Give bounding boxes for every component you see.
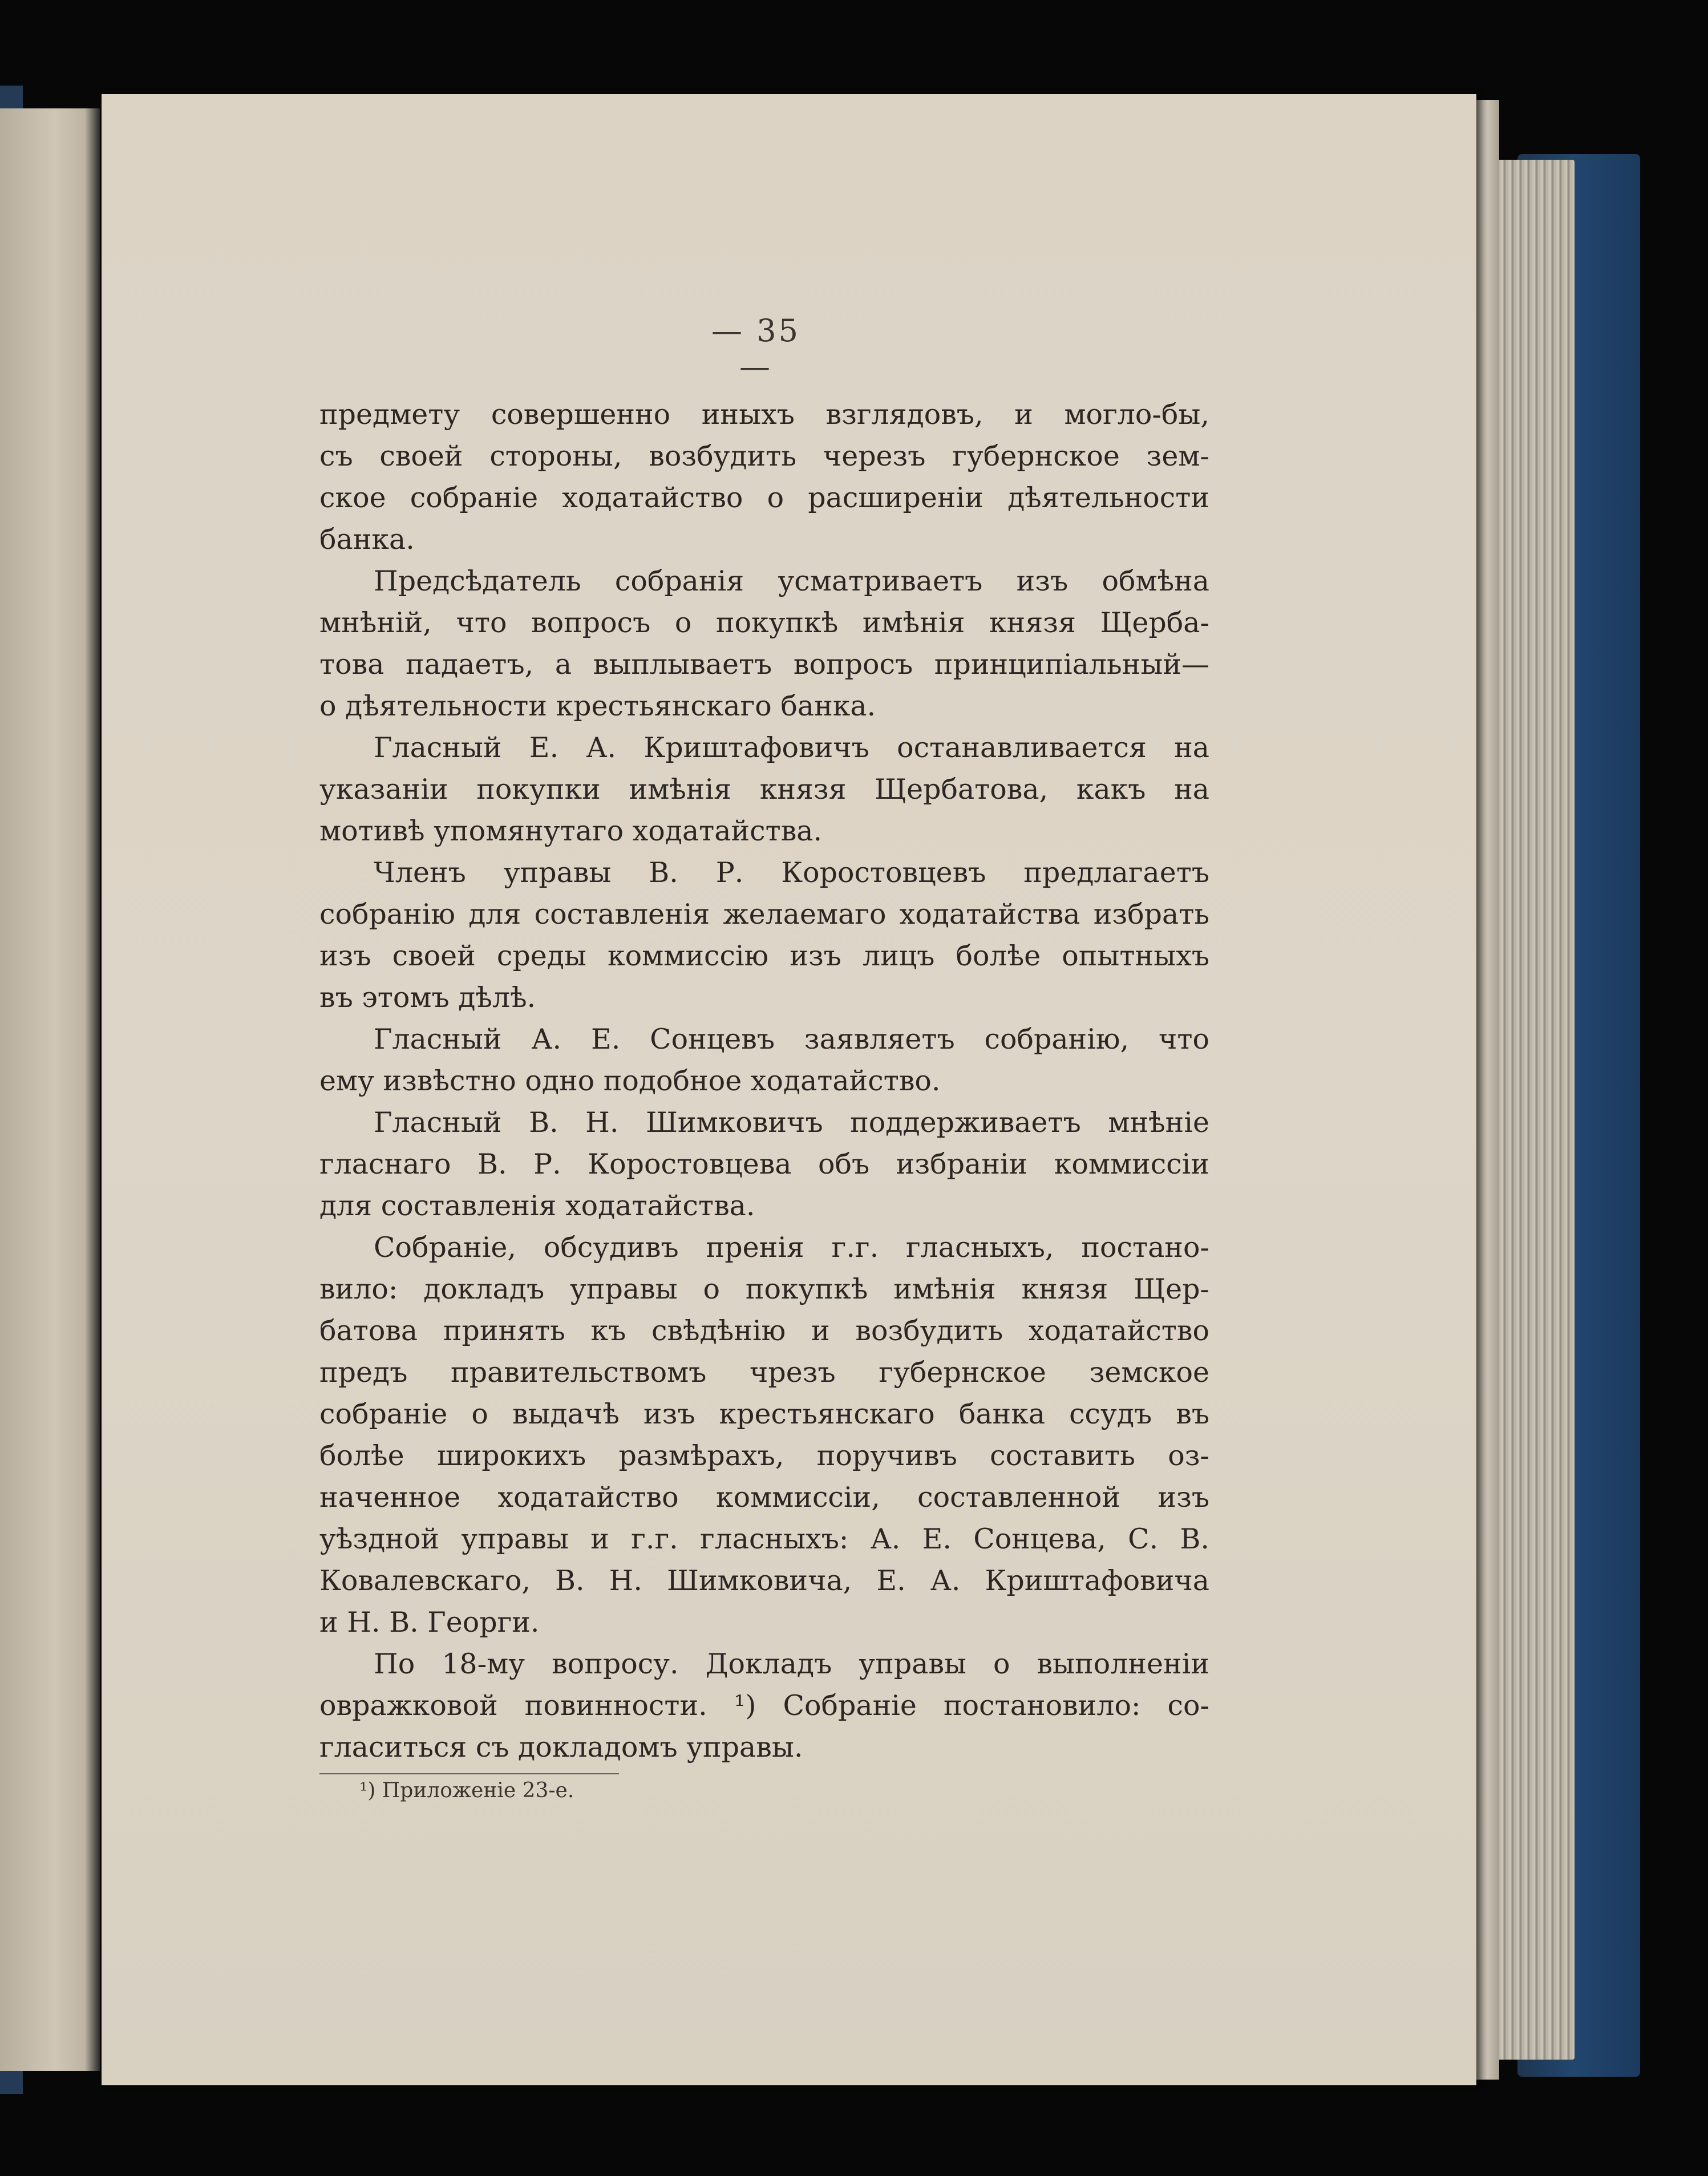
paragraph [319, 1227, 1209, 1643]
text-line: гласнаго В. Р. Коростовцева объ избраніи коммиссіи [319, 1148, 1209, 1180]
page-edge [1476, 100, 1499, 2080]
paragraph [319, 1018, 1209, 1102]
text-line: съ своей стороны, возбудить черезъ губернское зем- [319, 440, 1209, 472]
text-line: Собраніе, обсудивъ пренія г.г. гласныхъ, постано- [374, 1231, 1209, 1264]
paragraph [319, 1643, 1209, 1768]
text-line: гласиться съ докладомъ управы. [319, 1731, 803, 1764]
paragraph [319, 1102, 1209, 1227]
page-number: — 35 — [711, 313, 800, 385]
text-line: ему извѣстно одно подобное ходатайство. [319, 1065, 941, 1097]
text-line: Ковалевскаго, В. Н. Шимковича, Е. А. Криштафовича [319, 1564, 1209, 1597]
text-line: Гласный В. Н. Шимковичъ поддерживаетъ мнѣніе [374, 1106, 1209, 1139]
footnote-rule [319, 1773, 619, 1774]
text-line: Предсѣдатель собранія усматриваетъ изъ обмѣна [374, 565, 1209, 597]
left-facing-page [0, 108, 100, 2071]
body-text [319, 394, 1209, 1768]
text-line: предъ правительствомъ чрезъ губернское земское [319, 1356, 1209, 1389]
text-line: наченное ходатайство коммиссіи, составленной изъ [319, 1481, 1209, 1514]
text-line: о дѣятельности крестьянскаго банка. [319, 690, 876, 722]
text-line: мотивѣ упомянутаго ходатайства. [319, 815, 823, 847]
paragraph [319, 852, 1209, 1018]
text-line: болѣе широкихъ размѣрахъ, поручивъ составить оз- [319, 1439, 1209, 1472]
text-line: предмету совершенно иныхъ взглядовъ, и могло-бы, [319, 398, 1209, 431]
text-line: Членъ управы В. Р. Коростовцевъ предлагаетъ [374, 856, 1209, 889]
text-line: По 18-му вопросу. Докладъ управы о выполненіи [374, 1648, 1209, 1680]
text-line: въ этомъ дѣлѣ. [319, 981, 536, 1014]
text-line: това падаетъ, а выплываетъ вопросъ принципіальный— [319, 648, 1209, 681]
text-line: мнѣній, что вопросъ о покупкѣ имѣнія князя Щерба- [319, 606, 1209, 639]
text-line: вило: докладъ управы о покупкѣ имѣнія князя Щер- [319, 1273, 1209, 1305]
text-line: и Н. В. Георги. [319, 1606, 540, 1639]
text-line: банка. [319, 523, 415, 556]
text-line: овражковой повинности. ¹) Собраніе постановило: со- [319, 1689, 1209, 1722]
paragraph [319, 727, 1209, 852]
text-line: изъ своей среды коммиссію изъ лицъ болѣе опытныхъ [319, 940, 1209, 972]
text-line: собраніе о выдачѣ изъ крестьянскаго банка ссудъ въ [319, 1398, 1209, 1430]
text-line: Гласный Е. А. Криштафовичъ останавливается на [374, 731, 1209, 764]
text-line: уѣздной управы и г.г. гласныхъ: А. Е. Сонцева, С. В. [319, 1523, 1209, 1555]
text-line: Гласный А. Е. Сонцевъ заявляетъ собранію, что [374, 1023, 1209, 1055]
text-line: ское собраніе ходатайство о расширеніи дѣятельности [319, 482, 1209, 514]
text-line: указаніи покупки имѣнія князя Щербатова, какъ на [319, 773, 1209, 806]
paragraph [319, 394, 1209, 560]
text-line: собранію для составленія желаемаго ходатайства избрать [319, 898, 1209, 931]
text-line: для составленія ходатайства. [319, 1190, 755, 1222]
paragraph [319, 560, 1209, 727]
footnote: ¹) Приложеніе 23-е. [359, 1779, 574, 1802]
text-line: батова принять къ свѣдѣнію и возбудить ходатайство [319, 1315, 1209, 1347]
